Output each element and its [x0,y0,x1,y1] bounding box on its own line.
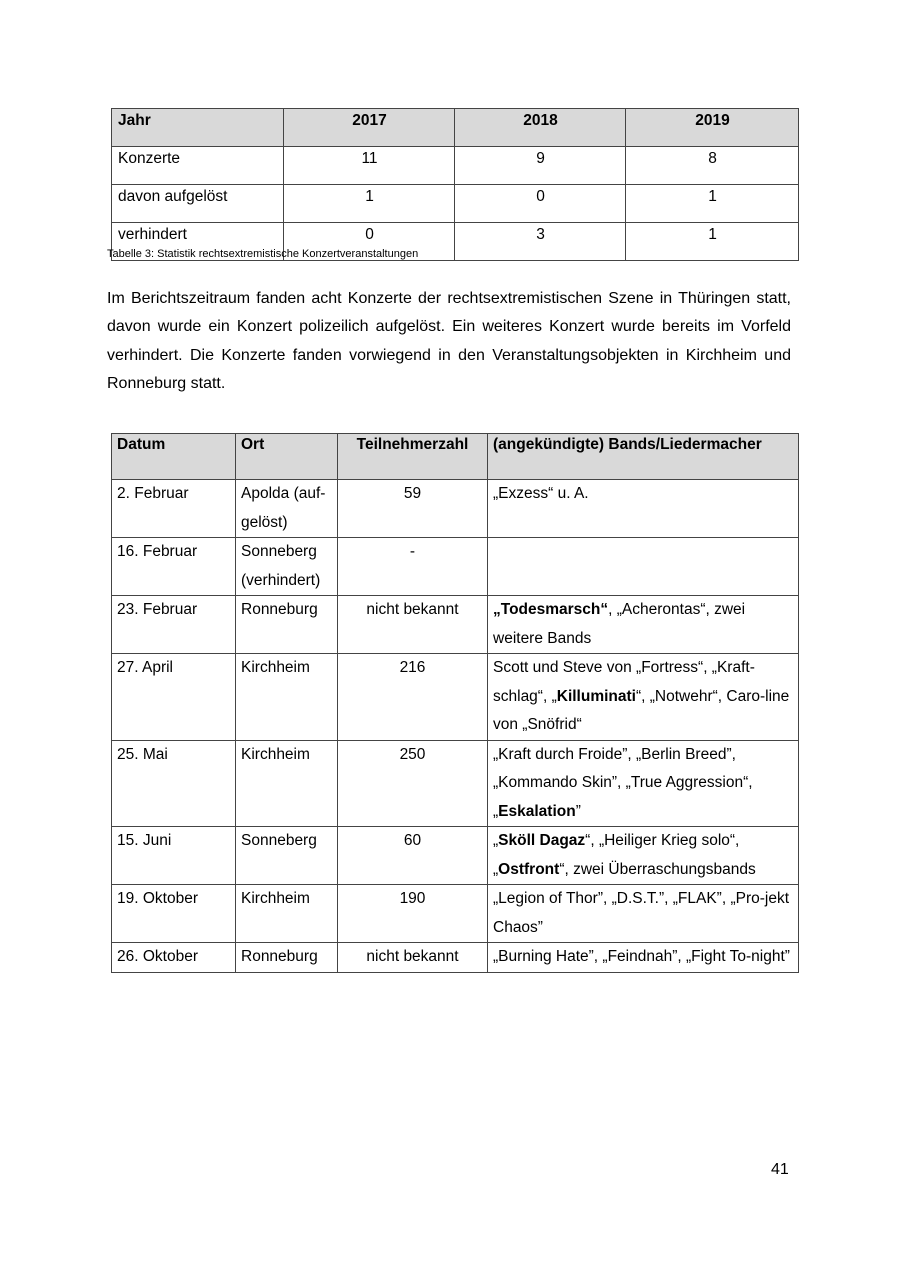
table-cell: 1 [626,223,799,261]
band-name-bold: Killuminati [556,687,636,705]
table-cell: 11 [284,147,455,185]
cell-participants: 250 [338,740,488,827]
row-label: Konzerte [112,147,284,185]
concerts-header-row [112,434,799,480]
row-label: davon aufgelöst [112,185,284,223]
statistics-table [111,108,799,261]
table-row [112,185,799,223]
cell-place: Ronneburg [236,596,338,654]
statistics-header-cell: 2017 [284,109,455,147]
band-name-bold: Sköll Dagaz [498,832,586,849]
statistics-header-cell: 2018 [455,109,626,147]
header-date: Datum [112,434,236,480]
cell-participants: - [338,538,488,596]
table-cell: 8 [626,147,799,185]
table-caption: Tabelle 3: Statistik rechtsextremistische Konzertveranstaltungen [107,248,419,260]
cell-bands [488,538,799,596]
band-text: „ [493,832,499,849]
band-text: „Exzess“ u. A. [493,485,589,502]
cell-place: Apolda (auf-gelöst) [236,480,338,538]
cell-bands [488,740,799,827]
table-cell: 1 [626,185,799,223]
table-cell: 3 [455,223,626,261]
table-row [112,480,799,538]
cell-participants: 60 [338,827,488,885]
band-text: “, „Notwehr“, Caro-line von „Snöfrid“ [493,687,790,733]
cell-bands [488,827,799,885]
table-row [112,147,799,185]
cell-participants: nicht bekannt [338,943,488,973]
statistics-header-cell: Jahr [112,109,284,147]
band-text: „Kraft durch Froide”, „Berlin Breed”, „Kommando Skin”, „True Aggression“, „ [493,745,753,820]
cell-place: Kirchheim [236,654,338,741]
page-number: 41 [771,1161,789,1178]
band-text: Scott und Steve von „Fortress“, „Kraft-schlag“, „ [493,659,755,705]
table-cell: 1 [284,185,455,223]
band-name-bold: „Todesmarsch“ [493,601,609,618]
cell-participants: nicht bekannt [338,596,488,654]
band-text: „Legion of Thor”, „D.S.T.”, „FLAK”, „Pro-jekt Chaos” [493,890,790,936]
cell-place: Kirchheim [236,885,338,943]
cell-date: 19. Oktober [112,885,236,943]
body-paragraph: Im Berichtszeitraum fanden acht Konzerte der rechtsextremistischen Szene in Thüringen statt, davon wurde ein Konzert polizeilich aufgelöst. Ein weiteres Konzert wurde bereits im Vorfeld verhindert. Die Konzerte fanden vorwiegend in den Veranstaltungsobjekten in Kirchheim und Ronneburg statt. [107,290,791,392]
statistics-header-row [112,109,799,147]
concerts-table [111,433,799,973]
band-text: “, zwei Überraschungsbands [559,860,756,878]
table-row [112,654,799,741]
band-text: , „Acherontas“, zwei weitere Bands [493,601,746,647]
table-cell: 0 [284,223,455,261]
header-participants: Teilnehmerzahl [338,434,488,480]
table-cell: 0 [455,185,626,223]
table-row [112,596,799,654]
cell-place: Sonneberg (verhindert) [236,538,338,596]
cell-bands [488,596,799,654]
cell-place: Kirchheim [236,740,338,827]
table-row [112,943,799,973]
header-bands: (angekündigte) Bands/Liedermacher [488,434,799,480]
cell-bands [488,943,799,973]
cell-bands [488,885,799,943]
table-row [112,827,799,885]
row-label: verhindert [112,223,284,261]
header-place: Ort [236,434,338,480]
table-row [112,740,799,827]
cell-date: 23. Februar [112,596,236,654]
cell-participants: 190 [338,885,488,943]
cell-bands [488,654,799,741]
cell-place: Sonneberg [236,827,338,885]
cell-date: 15. Juni [112,827,236,885]
cell-place: Ronneburg [236,943,338,973]
band-text: ” [575,802,581,820]
table-row [112,538,799,596]
cell-participants: 59 [338,480,488,538]
cell-bands [488,480,799,538]
concerts-body [112,480,799,973]
band-name-bold: Ostfront [498,860,560,878]
table-cell: 9 [455,147,626,185]
cell-date: 25. Mai [112,740,236,827]
cell-date: 2. Februar [112,480,236,538]
cell-date: 26. Oktober [112,943,236,973]
band-text: “, „Heiliger Krieg solo“, „ [493,832,740,878]
statistics-header-cell: 2019 [626,109,799,147]
table-row [112,885,799,943]
cell-date: 16. Februar [112,538,236,596]
band-text: „Burning Hate”, „Feindnah”, „Fight To-night” [493,948,790,965]
cell-date: 27. April [112,654,236,741]
band-name-bold: Eskalation [498,802,576,820]
cell-participants: 216 [338,654,488,741]
